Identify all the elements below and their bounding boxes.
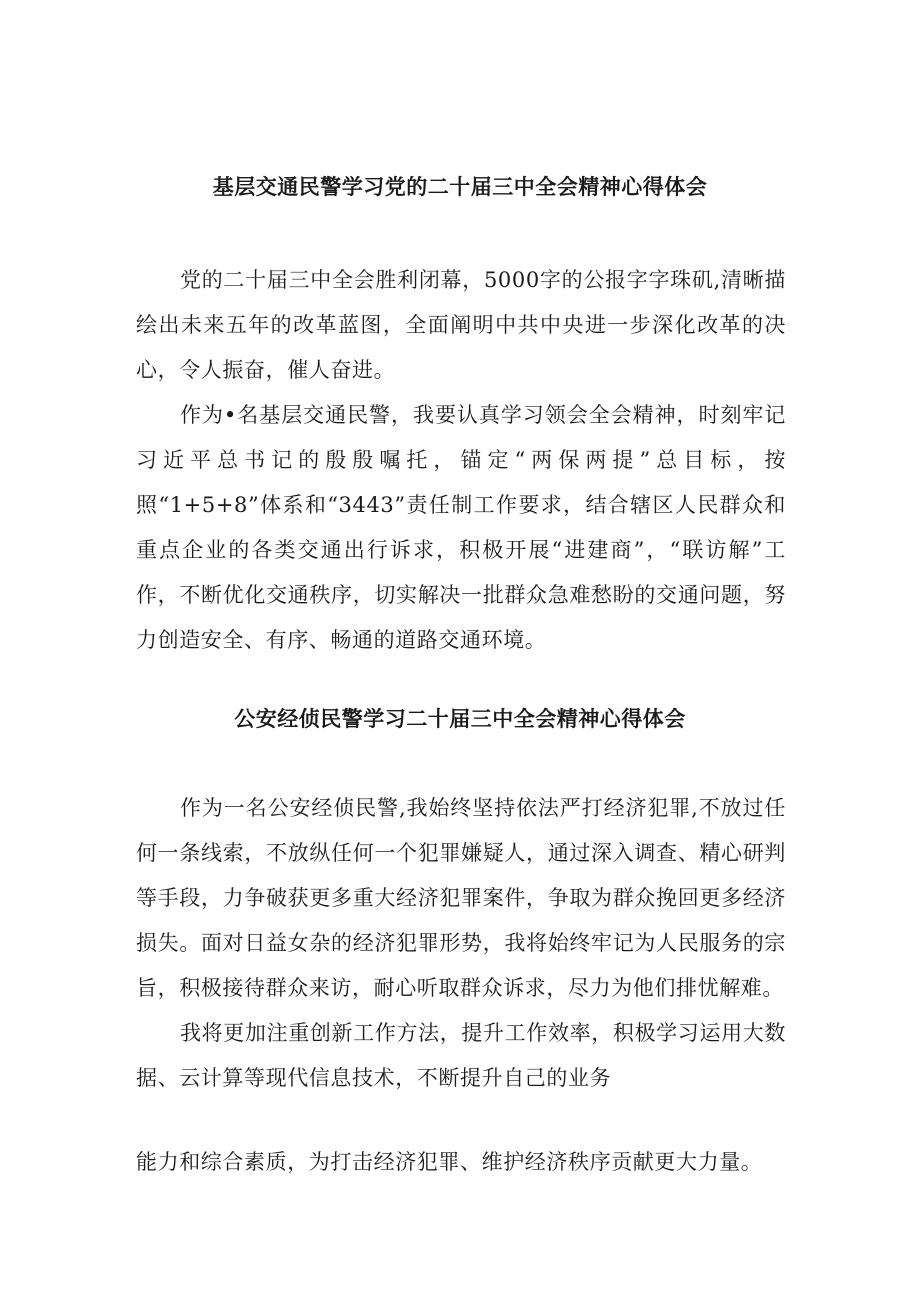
section-1-paragraph-1: 党的二十届三中全会胜利闭幕，5000字的公报字字珠矶,清晰描绘出未来五年的改革蓝图，全面阐明中共中央进一步深化改革的决心，令人振奋，催人奋进。	[136, 268, 786, 382]
section-2-paragraph-1: 作为一名公安经侦民警,我始终坚持依法严打经济犯罪,不放过任何一条线索，不放纵任何一个犯罪嫌疑人，通过深入调查、精心研判等手段，力争破获更多重大经济犯罪案件，争取为群众挽回更多经济损失。面对日益女杂的经济犯罪形势，我将始终牢记为人民服务的宗旨，积极接待群众来访，耐心听取群众诉求，尽力为他们排忧解难。	[136, 796, 786, 1000]
section-1-title: 基层交通民警学习党的二十届三中全会精神心得体会	[212, 174, 708, 199]
section-2-paragraph-2: 我将更加注重创新工作方法，提升工作效率，积极学习运用大数据、云计算等现代信息技术，不断提升自己的业务	[136, 1021, 786, 1090]
section-1-paragraph-2: 作为•名基层交通民警，我要认真学习领会全会精神，时刻牢记习近平总书记的殷殷嘱托，锚定“两保两提”总目标，按照“1+5+8”体系和“3443”责任制工作要求，结合辖区人民群众和重点企业的各类交通出行诉求，积极开展“进建商”，“联访解”工作，不断优化交通秩序，切实解决一批群众急难愁盼的交通问题，努力创造安全、有序、畅通的道路交通环境。	[136, 403, 786, 652]
section-2-paragraph-3: 能力和综合素质，为打击经济犯罪、维护经济秩序贡献更大力量。	[136, 1150, 763, 1174]
section-2-title: 公安经侦民警学习二十届三中全会精神心得体会	[234, 706, 686, 731]
